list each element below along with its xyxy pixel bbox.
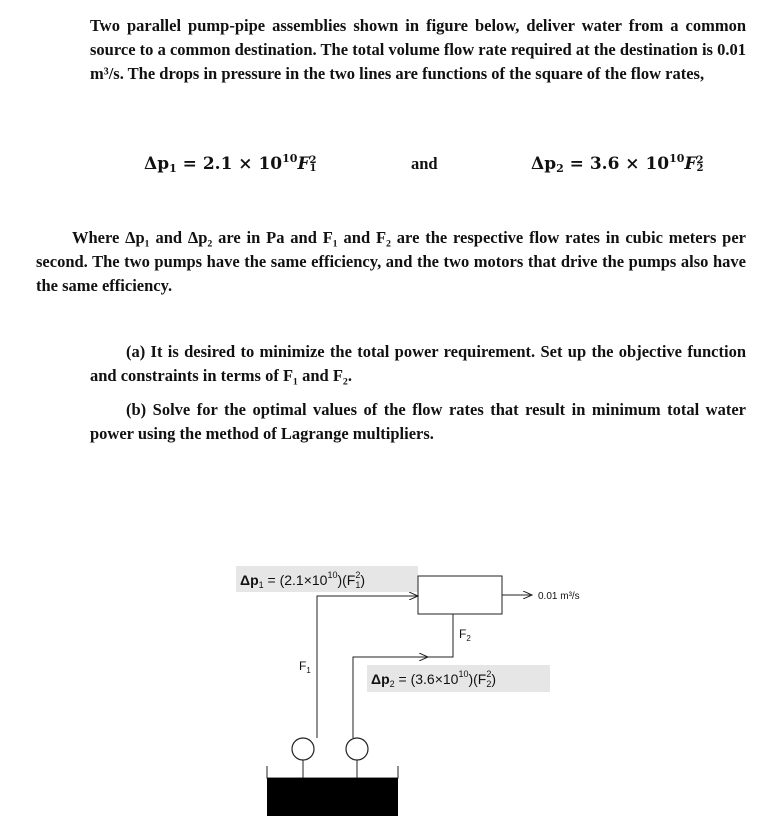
part-b: (b) Solve for the optimal values of the flow rates that result in minimum total water power using the method of Lagrange multipliers. [90, 400, 746, 443]
dp1-label: $\Delta p_1 = (2.1\times 10^{10})(F_12)$ [240, 570, 366, 590]
pressure-drop-equation-2: $\Delta p_2 = 3.6 \times 10^{10}F$ 2 2 [531, 152, 704, 175]
pressure-drop-equation-1: $\Delta p_1 = 2.1 \times 10^{10}F$ 2 1 [144, 152, 317, 175]
total-flow-label: 0.01 m³/s [538, 591, 580, 602]
pump-2-icon [346, 738, 368, 760]
pump-1-icon [292, 738, 314, 760]
problem-intro: Two parallel pump-pipe assemblies shown in figure below, deliver water from a common source to a common destination. The total volume flow rate required at the destination is 0.01 m³/s. The drops in pressure in the two lines are functions of the square of the flow rates, [90, 16, 746, 83]
reservoir [267, 778, 398, 816]
f1-label: $F_1$ [299, 659, 311, 675]
f2-label: $F_2$ [459, 627, 471, 643]
reservoir-outline [267, 766, 398, 778]
variable-definitions: Where Δp₁ and Δp₂ are in Pa and F₁ and F₂ are the respective flow rates in cubic meters per second. The two pumps have the same efficiency, and the two motors that drive the pumps also have the same efficiency. [36, 228, 746, 295]
and-connector: and [411, 154, 438, 173]
part-a: (a) It is desired to minimize the total power requirement. Set up the objective function and constraints in terms of F₁ and F₂. [90, 342, 746, 385]
combiner-box [418, 576, 502, 614]
dp2-label: $\Delta p_2 = (3.6\times 10^{10})(F_22)$ [371, 669, 497, 689]
